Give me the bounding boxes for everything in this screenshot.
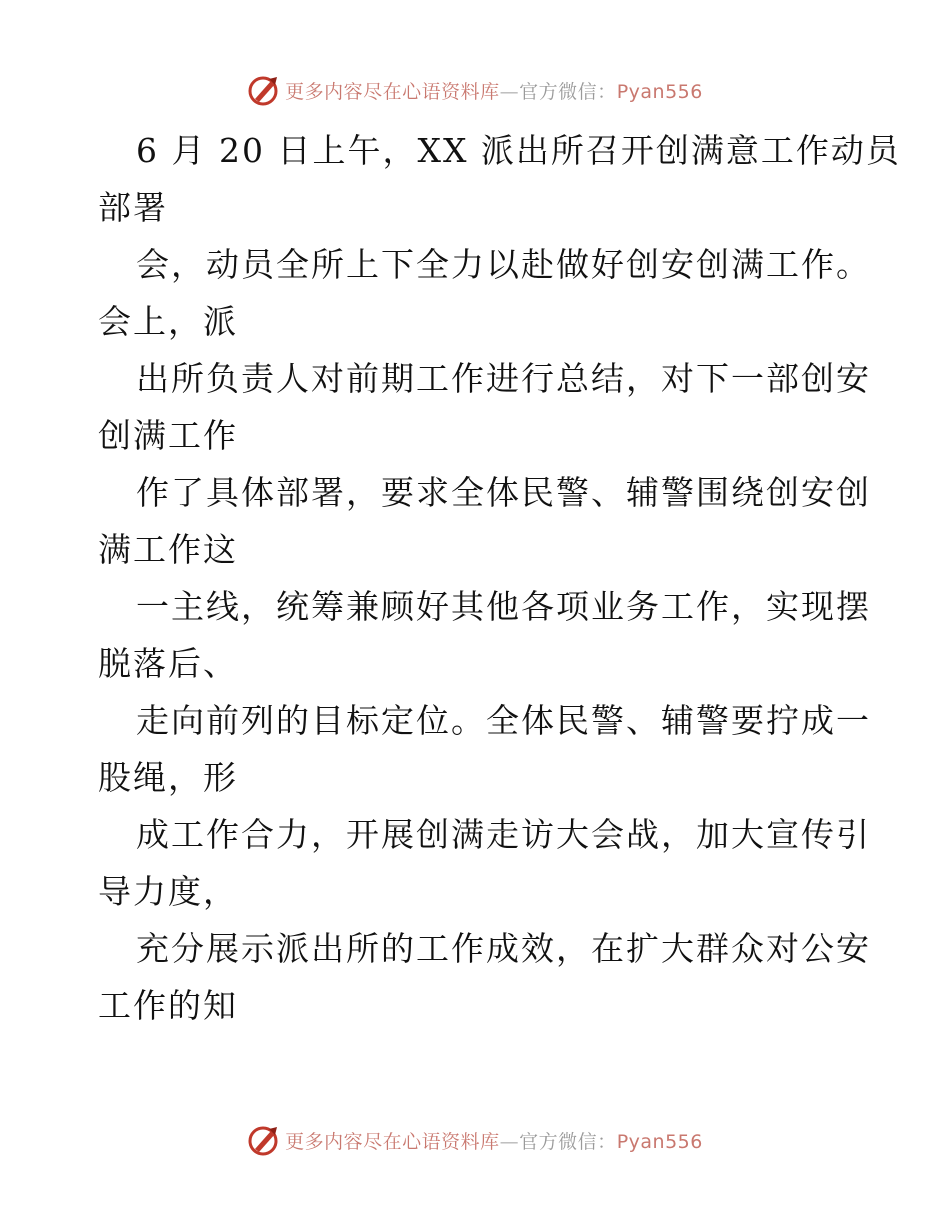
paragraph-line xyxy=(98,464,871,578)
line-wrap: 会上，派 xyxy=(98,302,238,341)
pen-logo-icon xyxy=(247,1123,281,1157)
line-wrap: 脱落后、 xyxy=(98,644,238,683)
line-first: 成工作合力，开展创满走访大会战，加大宣传引 xyxy=(136,815,871,854)
paragraph-line xyxy=(98,236,871,350)
footer-watermark-text xyxy=(285,1127,703,1154)
paragraph-line xyxy=(98,692,871,806)
paragraph-line xyxy=(98,122,901,236)
line-first: 走向前列的目标定位。全体民警、辅警要拧成一 xyxy=(136,701,871,740)
pen-logo-icon xyxy=(247,73,281,107)
line-wrap: 股绳，形 xyxy=(98,758,238,797)
line-first: 6 月 20 日上午，XX 派出所召开创满意工作动员 xyxy=(136,131,901,170)
line-first: 充分展示派出所的工作成效，在扩大群众对公安 xyxy=(136,929,871,968)
paragraph-line xyxy=(98,578,871,692)
header-watermark-text xyxy=(285,77,703,104)
line-first: 出所负责人对前期工作进行总结，对下一部创安 xyxy=(136,359,871,398)
banner-site-text: 更多内容尽在心语资料库 xyxy=(285,80,500,103)
banner-separator: — xyxy=(499,80,520,103)
banner-site-text: 更多内容尽在心语资料库 xyxy=(285,1130,500,1153)
line-wrap: 满工作这 xyxy=(98,530,238,569)
document-body xyxy=(98,122,901,1034)
banner-wechat-id: Pyan556 xyxy=(616,1130,703,1153)
header-watermark xyxy=(0,70,950,110)
banner-wechat-label: 官方微信： xyxy=(519,1130,617,1153)
footer-watermark xyxy=(0,1120,950,1160)
line-wrap: 创满工作 xyxy=(98,416,238,455)
banner-separator: — xyxy=(499,1130,520,1153)
line-first: 会，动员全所上下全力以赴做好创安创满工作。 xyxy=(136,245,871,284)
paragraph-line xyxy=(98,920,871,1034)
line-wrap: 工作的知 xyxy=(98,986,238,1025)
paragraph-line xyxy=(98,806,871,920)
line-wrap: 部署 xyxy=(98,188,168,227)
line-wrap: 导力度， xyxy=(98,872,238,911)
banner-wechat-label: 官方微信： xyxy=(519,80,617,103)
line-first: 一主线，统筹兼顾好其他各项业务工作，实现摆 xyxy=(136,587,871,626)
banner-wechat-id: Pyan556 xyxy=(616,80,703,103)
paragraph-line xyxy=(98,350,871,464)
line-first: 作了具体部署，要求全体民警、辅警围绕创安创 xyxy=(136,473,871,512)
